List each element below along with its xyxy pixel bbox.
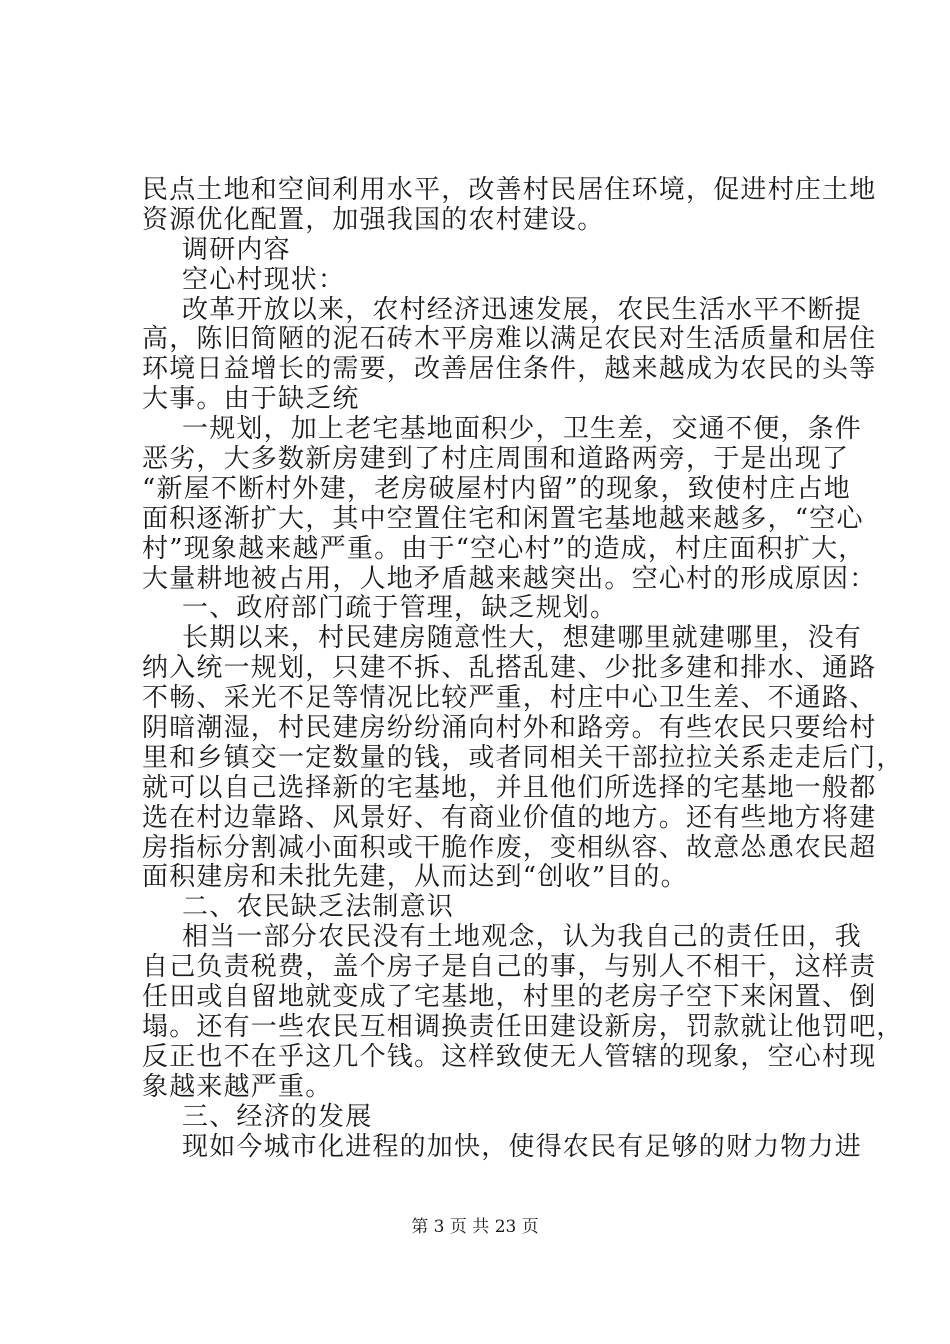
text-line: “新屋不断村外建，老房破屋村内留”的现象，致使村庄占地	[142, 473, 851, 504]
text-line: 恶劣，大多数新房建到了村庄周围和道路两旁，于是出现了	[142, 444, 850, 475]
text-line: 房指标分割减小面积或干脆作废，变相纵容、故意怂恿农民超	[142, 832, 877, 863]
text-line: 选在村边靠路、风景好、有商业价值的地方。还有些地方将建	[142, 802, 877, 833]
text-line: 民点土地和空间利用水平，改善村民居住环境，促进村庄土地	[142, 175, 877, 205]
text-line: 高，陈旧简陋的泥石砖木平房难以满足农民对生活质量和居住	[142, 324, 877, 355]
page-footer: 第 3 页 共 23 页	[411, 1217, 539, 1237]
text-line: 改革开放以来，农村经济迅速发展，农民生活水平不断提	[182, 294, 863, 325]
text-line: 资源优化配置，加强我国的农村建设。	[142, 204, 605, 235]
text-line: 面积建房和未批先建，从而达到“创收”目的。	[142, 862, 688, 893]
text-line: 塌。还有一些农民互相调换责任田建设新房，罚款就让他罚吧，	[142, 1011, 904, 1042]
text-line: 一规划，加上老宅基地面积少，卫生差，交通不便，条件	[182, 414, 863, 445]
text-line: 长期以来，村民建房随意性大，想建哪里就建哪里，没有	[182, 623, 863, 654]
text-line: 大量耕地被占用，人地矛盾越来越突出。空心村的形成原因：	[142, 563, 877, 594]
text-line: 现如今城市化进程的加快，使得农民有足够的财力物力进	[182, 1131, 863, 1162]
text-line: 自己负责税费，盖个房子是自己的事，与别人不相干，这样责	[142, 952, 877, 983]
text-line: 环境日益增长的需要，改善居住条件，越来越成为农民的头等	[142, 354, 877, 385]
text-line: 象越来越严重。	[142, 1071, 333, 1102]
body-text	[142, 175, 904, 1162]
text-line: 纳入统一规划，只建不拆、乱搭乱建、少批多建和排水、通路	[142, 653, 877, 684]
text-line: 阴暗潮湿，村民建房纷纷涌向村外和路旁。有些农民只要给村	[142, 713, 877, 744]
text-line: 就可以自己选择新的宅基地，并且他们所选择的宅基地一般都	[142, 772, 877, 803]
text-line: 调研内容	[182, 234, 291, 265]
text-line: 相当一部分农民没有土地观念，认为我自己的责任田，我	[182, 922, 863, 953]
text-line: 不畅、采光不足等情况比较严重，村庄中心卫生差、不通路、	[142, 683, 877, 714]
text-line: 空心村现状：	[182, 264, 346, 295]
text-line: 面积逐渐扩大，其中空置住宅和闲置宅基地越来越多，“空心	[142, 503, 864, 534]
text-line: 反正也不在乎这几个钱。这样致使无人管辖的现象，空心村现	[142, 1041, 877, 1072]
text-line: 大事。由于缺乏统	[142, 384, 360, 415]
text-line: 里和乡镇交一定数量的钱，或者同相关干部拉拉关系走走后门，	[142, 742, 904, 773]
text-line: 任田或自留地就变成了宅基地，村里的老房子空下来闲置、倒	[142, 982, 877, 1013]
text-line: 村”现象越来越严重。由于“空心村”的造成，村庄面积扩大，	[142, 533, 866, 564]
text-line: 二、农民缺乏法制意识	[182, 892, 455, 923]
text-line: 一、政府部门疏于管理，缺乏规划。	[182, 593, 618, 624]
text-line: 三、经济的发展	[182, 1101, 373, 1132]
